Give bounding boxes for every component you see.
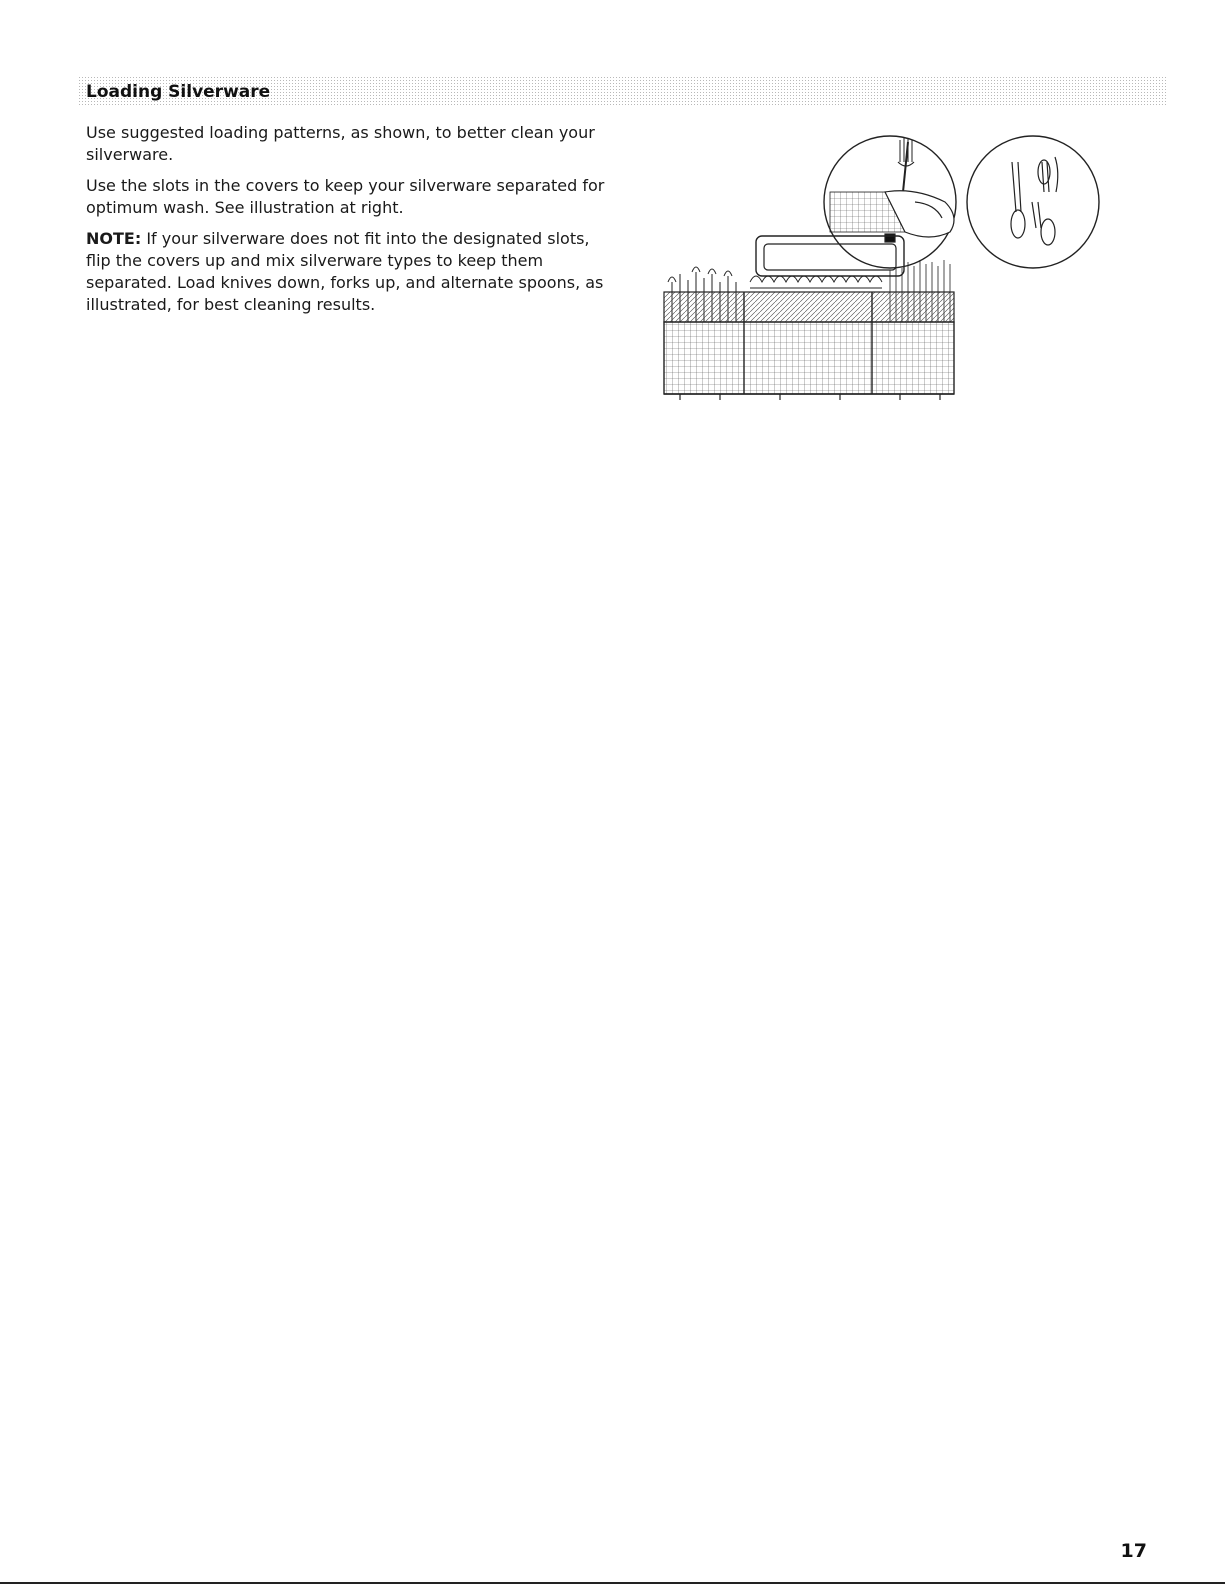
paragraph-loading-patterns: Use suggested loading patterns, as shown, to better clean your silverware. (86, 123, 595, 164)
section-title: Loading Silverware (86, 82, 271, 102)
alternate-spoons-detail-circle (967, 136, 1099, 268)
fork-slot-detail-circle (824, 136, 956, 268)
note-paragraph (86, 228, 606, 316)
page-number: 17 (1120, 1540, 1147, 1562)
footer-rule (0, 1582, 1225, 1584)
silverware-basket-illustration (660, 132, 1120, 404)
note-text: If your silverware does not fit into the designated slots, flip the covers up and mix silverware types to keep them separated. Load knives down, forks up, and alternate spoons, as illustrated, for best cleaning results. (86, 229, 604, 314)
note-label: NOTE: (86, 229, 142, 248)
body-text (86, 122, 606, 325)
silverware-basket (664, 236, 954, 400)
section-header (78, 76, 1168, 106)
paragraph-slots: Use the slots in the covers to keep your silverware separated for optimum wash. See illustration at right. (86, 176, 605, 217)
